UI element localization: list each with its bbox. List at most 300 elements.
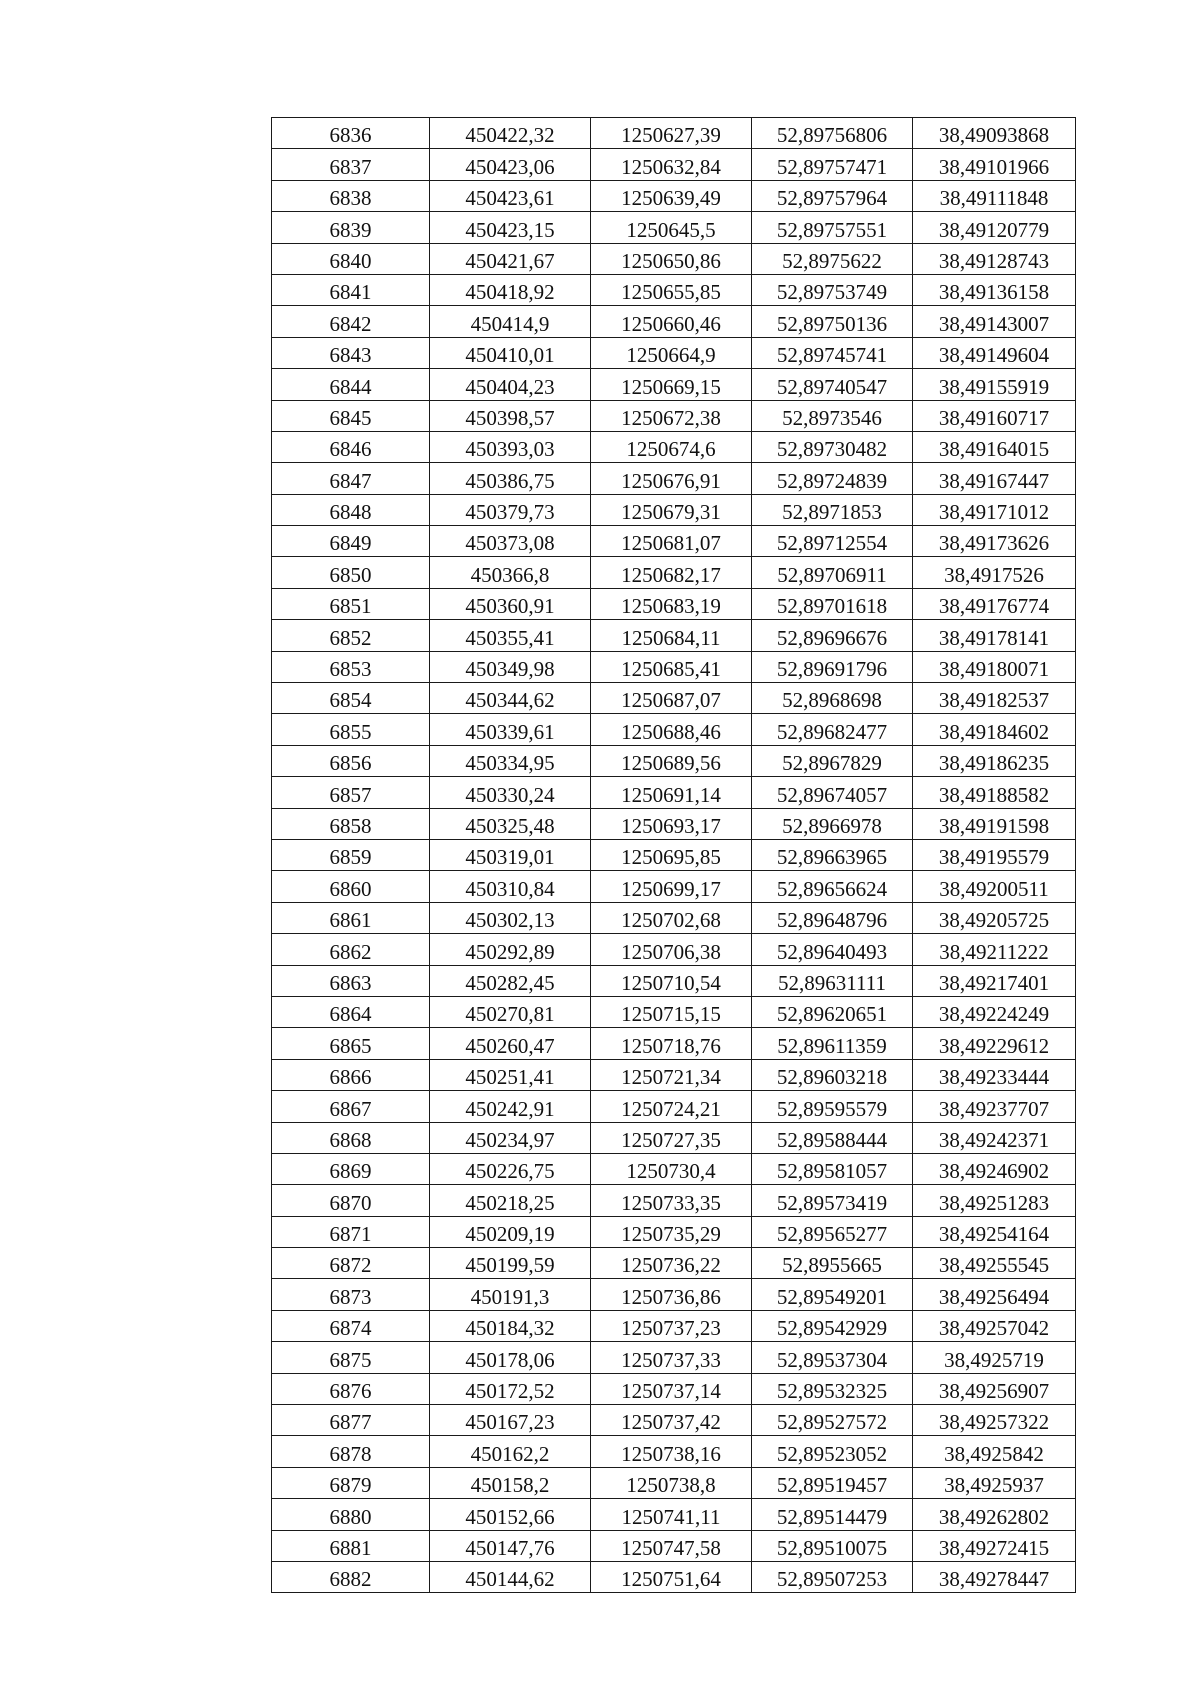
cell-value: 52,89527572: [776, 1410, 888, 1435]
longitude-cell: [913, 902, 1076, 933]
cell-value: 450325,48: [465, 813, 555, 838]
cell-value: 450330,24: [465, 782, 555, 807]
table-row: [272, 1530, 1076, 1561]
cell-value: 6857: [329, 782, 372, 807]
cell-value: 450152,66: [465, 1504, 555, 1529]
cell-value: 52,8955665: [782, 1253, 882, 1278]
table-row: [272, 620, 1076, 651]
y-coordinate-cell: [591, 118, 752, 149]
cell-value: 6853: [329, 657, 372, 682]
cell-value: 38,49211222: [939, 939, 1049, 964]
y-coordinate-cell: [591, 1091, 752, 1122]
y-coordinate-cell: [591, 431, 752, 462]
x-coordinate-cell: [430, 526, 591, 557]
cell-value: 38,4925937: [944, 1473, 1044, 1498]
cell-value: 1250682,17: [621, 562, 721, 587]
longitude-cell: [913, 1373, 1076, 1404]
cell-value: 52,89663965: [776, 845, 888, 870]
y-coordinate-cell: [591, 306, 752, 337]
cell-value: 1250664,9: [626, 343, 716, 368]
cell-value: 450191,3: [470, 1284, 550, 1309]
longitude-cell: [913, 1216, 1076, 1247]
cell-value: 1250721,34: [621, 1065, 721, 1090]
cell-value: 38,49229612: [938, 1033, 1050, 1058]
y-coordinate-cell: [591, 1499, 752, 1530]
latitude-cell: [752, 902, 913, 933]
longitude-cell: [913, 1122, 1076, 1153]
longitude-cell: [913, 180, 1076, 211]
cell-value: 52,89696676: [776, 625, 888, 650]
cell-value: 52,89507253: [776, 1567, 888, 1592]
point-number-cell: [272, 902, 430, 933]
cell-value: 450209,19: [465, 1222, 555, 1247]
cell-value: 38,49180071: [938, 657, 1050, 682]
point-number-cell: [272, 1342, 430, 1373]
table-row: [272, 745, 1076, 776]
latitude-cell: [752, 1153, 913, 1184]
point-number-cell: [272, 683, 430, 714]
longitude-cell: [913, 1467, 1076, 1498]
cell-value: 38,49128743: [938, 248, 1050, 273]
point-number-cell: [272, 494, 430, 525]
cell-value: 52,89757471: [776, 154, 888, 179]
x-coordinate-cell: [430, 180, 591, 211]
x-coordinate-cell: [430, 1185, 591, 1216]
table-row: [272, 212, 1076, 243]
latitude-cell: [752, 212, 913, 243]
x-coordinate-cell: [430, 745, 591, 776]
cell-value: 450178,06: [465, 1347, 555, 1372]
x-coordinate-cell: [430, 1499, 591, 1530]
table-row: [272, 1436, 1076, 1467]
cell-value: 38,49242371: [938, 1127, 1050, 1152]
x-coordinate-cell: [430, 588, 591, 619]
table-row: [272, 557, 1076, 588]
x-coordinate-cell: [430, 965, 591, 996]
table-row: [272, 1091, 1076, 1122]
y-coordinate-cell: [591, 463, 752, 494]
cell-value: 52,89682477: [776, 719, 888, 744]
longitude-cell: [913, 1342, 1076, 1373]
cell-value: 38,49195579: [938, 845, 1050, 870]
cell-value: 52,89588444: [776, 1127, 888, 1152]
latitude-cell: [752, 745, 913, 776]
point-number-cell: [272, 620, 430, 651]
cell-value: 52,89581057: [776, 1159, 888, 1184]
cell-value: 450398,57: [465, 405, 555, 430]
point-number-cell: [272, 243, 430, 274]
cell-value: 1250632,84: [621, 154, 721, 179]
latitude-cell: [752, 714, 913, 745]
cell-value: 1250737,42: [621, 1410, 721, 1435]
cell-value: 1250736,86: [621, 1284, 721, 1309]
latitude-cell: [752, 839, 913, 870]
cell-value: 1250741,11: [621, 1504, 721, 1529]
longitude-cell: [913, 1248, 1076, 1279]
longitude-cell: [913, 1499, 1076, 1530]
cell-value: 38,49186235: [938, 751, 1050, 776]
cell-value: 38,49256494: [938, 1284, 1050, 1309]
point-number-cell: [272, 337, 430, 368]
latitude-cell: [752, 651, 913, 682]
latitude-cell: [752, 557, 913, 588]
table-row: [272, 777, 1076, 808]
cell-value: 6875: [329, 1347, 372, 1372]
latitude-cell: [752, 588, 913, 619]
y-coordinate-cell: [591, 1248, 752, 1279]
y-coordinate-cell: [591, 745, 752, 776]
cell-value: 450349,98: [465, 657, 555, 682]
cell-value: 52,89519457: [776, 1473, 888, 1498]
point-number-cell: [272, 1216, 430, 1247]
latitude-cell: [752, 1185, 913, 1216]
longitude-cell: [913, 369, 1076, 400]
table-row: [272, 1561, 1076, 1592]
cell-value: 38,49136158: [938, 280, 1050, 305]
point-number-cell: [272, 149, 430, 180]
cell-value: 6882: [329, 1567, 372, 1592]
longitude-cell: [913, 683, 1076, 714]
latitude-cell: [752, 369, 913, 400]
cell-value: 6878: [329, 1441, 372, 1466]
cell-value: 6851: [329, 594, 372, 619]
y-coordinate-cell: [591, 337, 752, 368]
y-coordinate-cell: [591, 1342, 752, 1373]
cell-value: 450404,23: [465, 374, 555, 399]
y-coordinate-cell: [591, 1216, 752, 1247]
cell-value: 52,89523052: [776, 1441, 888, 1466]
cell-value: 6858: [329, 813, 372, 838]
y-coordinate-cell: [591, 965, 752, 996]
cell-value: 52,89674057: [776, 782, 888, 807]
cell-value: 38,49224249: [938, 1002, 1050, 1027]
point-number-cell: [272, 526, 430, 557]
cell-value: 38,49101966: [938, 154, 1050, 179]
cell-value: 6881: [329, 1535, 372, 1560]
cell-value: 1250735,29: [621, 1222, 721, 1247]
cell-value: 38,49254164: [938, 1222, 1050, 1247]
x-coordinate-cell: [430, 714, 591, 745]
longitude-cell: [913, 463, 1076, 494]
cell-value: 450421,67: [465, 248, 555, 273]
y-coordinate-cell: [591, 369, 752, 400]
cell-value: 6854: [329, 688, 372, 713]
cell-value: 450270,81: [465, 1002, 555, 1027]
longitude-cell: [913, 274, 1076, 305]
cell-value: 1250660,46: [621, 311, 721, 336]
cell-value: 1250655,85: [621, 280, 721, 305]
cell-value: 52,89631111: [778, 970, 886, 995]
cell-value: 52,89757551: [776, 217, 888, 242]
y-coordinate-cell: [591, 714, 752, 745]
x-coordinate-cell: [430, 1279, 591, 1310]
cell-value: 38,49257322: [938, 1410, 1050, 1435]
x-coordinate-cell: [430, 1216, 591, 1247]
x-coordinate-cell: [430, 777, 591, 808]
latitude-cell: [752, 965, 913, 996]
cell-value: 450282,45: [465, 970, 555, 995]
y-coordinate-cell: [591, 1561, 752, 1592]
cell-value: 450310,84: [465, 876, 555, 901]
y-coordinate-cell: [591, 1405, 752, 1436]
longitude-cell: [913, 1185, 1076, 1216]
cell-value: 38,49256907: [938, 1379, 1050, 1404]
latitude-cell: [752, 118, 913, 149]
y-coordinate-cell: [591, 934, 752, 965]
cell-value: 1250639,49: [621, 186, 721, 211]
cell-value: 1250738,16: [621, 1441, 721, 1466]
cell-value: 38,49257042: [938, 1316, 1050, 1341]
latitude-cell: [752, 1059, 913, 1090]
point-number-cell: [272, 1310, 430, 1341]
table-row: [272, 526, 1076, 557]
cell-value: 38,4917526: [944, 562, 1044, 587]
cell-value: 52,89750136: [776, 311, 888, 336]
y-coordinate-cell: [591, 526, 752, 557]
cell-value: 450373,08: [465, 531, 555, 556]
longitude-cell: [913, 934, 1076, 965]
longitude-cell: [913, 526, 1076, 557]
x-coordinate-cell: [430, 1436, 591, 1467]
cell-value: 6870: [329, 1190, 372, 1215]
longitude-cell: [913, 400, 1076, 431]
latitude-cell: [752, 871, 913, 902]
cell-value: 1250733,35: [621, 1190, 721, 1215]
y-coordinate-cell: [591, 180, 752, 211]
x-coordinate-cell: [430, 212, 591, 243]
cell-value: 6839: [329, 217, 372, 242]
cell-value: 38,49093868: [938, 123, 1050, 148]
cell-value: 38,49178141: [938, 625, 1050, 650]
cell-value: 1250702,68: [621, 908, 721, 933]
cell-value: 38,49164015: [938, 437, 1050, 462]
longitude-cell: [913, 996, 1076, 1027]
longitude-cell: [913, 1059, 1076, 1090]
y-coordinate-cell: [591, 1467, 752, 1498]
cell-value: 6871: [329, 1222, 372, 1247]
x-coordinate-cell: [430, 934, 591, 965]
point-number-cell: [272, 934, 430, 965]
x-coordinate-cell: [430, 1405, 591, 1436]
latitude-cell: [752, 620, 913, 651]
cell-value: 450260,47: [465, 1033, 555, 1058]
cell-value: 38,49278447: [938, 1567, 1050, 1592]
latitude-cell: [752, 1310, 913, 1341]
y-coordinate-cell: [591, 243, 752, 274]
latitude-cell: [752, 180, 913, 211]
cell-value: 6848: [329, 500, 372, 525]
cell-value: 6859: [329, 845, 372, 870]
cell-value: 6865: [329, 1033, 372, 1058]
y-coordinate-cell: [591, 1122, 752, 1153]
x-coordinate-cell: [430, 1028, 591, 1059]
latitude-cell: [752, 1091, 913, 1122]
longitude-cell: [913, 651, 1076, 682]
cell-value: 1250737,33: [621, 1347, 721, 1372]
cell-value: 450167,23: [465, 1410, 555, 1435]
cell-value: 6852: [329, 625, 372, 650]
point-number-cell: [272, 1405, 430, 1436]
latitude-cell: [752, 1342, 913, 1373]
table-row: [272, 431, 1076, 462]
longitude-cell: [913, 494, 1076, 525]
point-number-cell: [272, 588, 430, 619]
cell-value: 52,89691796: [776, 657, 888, 682]
latitude-cell: [752, 1405, 913, 1436]
cell-value: 450423,06: [465, 154, 555, 179]
cell-value: 450218,25: [465, 1190, 555, 1215]
cell-value: 6874: [329, 1316, 372, 1341]
cell-value: 52,89740547: [776, 374, 888, 399]
x-coordinate-cell: [430, 683, 591, 714]
latitude-cell: [752, 1248, 913, 1279]
cell-value: 1250706,38: [621, 939, 721, 964]
latitude-cell: [752, 996, 913, 1027]
latitude-cell: [752, 274, 913, 305]
table-row: [272, 1279, 1076, 1310]
y-coordinate-cell: [591, 777, 752, 808]
table-row: [272, 1153, 1076, 1184]
cell-value: 450234,97: [465, 1127, 555, 1152]
cell-value: 6845: [329, 405, 372, 430]
cell-value: 52,89724839: [776, 468, 888, 493]
table-row: [272, 149, 1076, 180]
point-number-cell: [272, 1185, 430, 1216]
latitude-cell: [752, 1499, 913, 1530]
point-number-cell: [272, 1436, 430, 1467]
x-coordinate-cell: [430, 996, 591, 1027]
latitude-cell: [752, 1436, 913, 1467]
cell-value: 450423,61: [465, 186, 555, 211]
longitude-cell: [913, 243, 1076, 274]
latitude-cell: [752, 400, 913, 431]
table-row: [272, 871, 1076, 902]
cell-value: 52,89753749: [776, 280, 888, 305]
cell-value: 38,49184602: [938, 719, 1050, 744]
table-row: [272, 1310, 1076, 1341]
longitude-cell: [913, 1091, 1076, 1122]
latitude-cell: [752, 463, 913, 494]
cell-value: 1250672,38: [621, 405, 721, 430]
cell-value: 1250650,86: [621, 248, 721, 273]
cell-value: 38,49188582: [938, 782, 1050, 807]
latitude-cell: [752, 431, 913, 462]
longitude-cell: [913, 149, 1076, 180]
table-row: [272, 714, 1076, 745]
cell-value: 6843: [329, 343, 372, 368]
cell-value: 450414,9: [470, 311, 550, 336]
cell-value: 1250689,56: [621, 751, 721, 776]
latitude-cell: [752, 1467, 913, 1498]
table-row: [272, 180, 1076, 211]
longitude-cell: [913, 1530, 1076, 1561]
table-row: [272, 494, 1076, 525]
cell-value: 450147,76: [465, 1535, 555, 1560]
x-coordinate-cell: [430, 1467, 591, 1498]
y-coordinate-cell: [591, 557, 752, 588]
table-row: [272, 651, 1076, 682]
x-coordinate-cell: [430, 463, 591, 494]
cell-value: 38,49143007: [938, 311, 1050, 336]
longitude-cell: [913, 620, 1076, 651]
cell-value: 6877: [329, 1410, 372, 1435]
cell-value: 52,89549201: [776, 1284, 888, 1309]
cell-value: 52,89620651: [776, 1002, 888, 1027]
cell-value: 450162,2: [470, 1441, 550, 1466]
cell-value: 6861: [329, 908, 372, 933]
point-number-cell: [272, 839, 430, 870]
cell-value: 1250627,39: [621, 123, 721, 148]
cell-value: 38,49167447: [938, 468, 1050, 493]
longitude-cell: [913, 745, 1076, 776]
longitude-cell: [913, 965, 1076, 996]
cell-value: 52,89757964: [776, 186, 888, 211]
table-row: [272, 1405, 1076, 1436]
table-row: [272, 1185, 1076, 1216]
cell-value: 6880: [329, 1504, 372, 1529]
y-coordinate-cell: [591, 1059, 752, 1090]
table-row: [272, 588, 1076, 619]
cell-value: 1250685,41: [621, 657, 721, 682]
cell-value: 6876: [329, 1379, 372, 1404]
y-coordinate-cell: [591, 1185, 752, 1216]
longitude-cell: [913, 588, 1076, 619]
point-number-cell: [272, 369, 430, 400]
latitude-cell: [752, 1028, 913, 1059]
table-row: [272, 463, 1076, 494]
table-row: [272, 1248, 1076, 1279]
y-coordinate-cell: [591, 996, 752, 1027]
cell-value: 52,8967829: [782, 751, 882, 776]
table-row: [272, 839, 1076, 870]
point-number-cell: [272, 1059, 430, 1090]
latitude-cell: [752, 1216, 913, 1247]
longitude-cell: [913, 1310, 1076, 1341]
cell-value: 52,89701618: [776, 594, 888, 619]
cell-value: 38,49205725: [938, 908, 1050, 933]
cell-value: 52,89565277: [776, 1222, 888, 1247]
y-coordinate-cell: [591, 149, 752, 180]
cell-value: 1250684,11: [621, 625, 721, 650]
table-row: [272, 1216, 1076, 1247]
latitude-cell: [752, 1561, 913, 1592]
cell-value: 1250674,6: [626, 437, 716, 462]
cell-value: 450226,75: [465, 1159, 555, 1184]
x-coordinate-cell: [430, 620, 591, 651]
point-number-cell: [272, 431, 430, 462]
cell-value: 450423,15: [465, 217, 555, 242]
cell-value: 6867: [329, 1096, 372, 1121]
y-coordinate-cell: [591, 494, 752, 525]
cell-value: 450242,91: [465, 1096, 555, 1121]
latitude-cell: [752, 934, 913, 965]
cell-value: 52,8966978: [782, 813, 882, 838]
longitude-cell: [913, 1561, 1076, 1592]
cell-value: 52,89510075: [776, 1535, 888, 1560]
x-coordinate-cell: [430, 306, 591, 337]
cell-value: 38,49217401: [938, 970, 1050, 995]
cell-value: 1250751,64: [621, 1567, 721, 1592]
cell-value: 6864: [329, 1002, 372, 1027]
longitude-cell: [913, 839, 1076, 870]
longitude-cell: [913, 1279, 1076, 1310]
longitude-cell: [913, 714, 1076, 745]
point-number-cell: [272, 306, 430, 337]
y-coordinate-cell: [591, 839, 752, 870]
cell-value: 6855: [329, 719, 372, 744]
point-number-cell: [272, 1248, 430, 1279]
table-row: [272, 902, 1076, 933]
